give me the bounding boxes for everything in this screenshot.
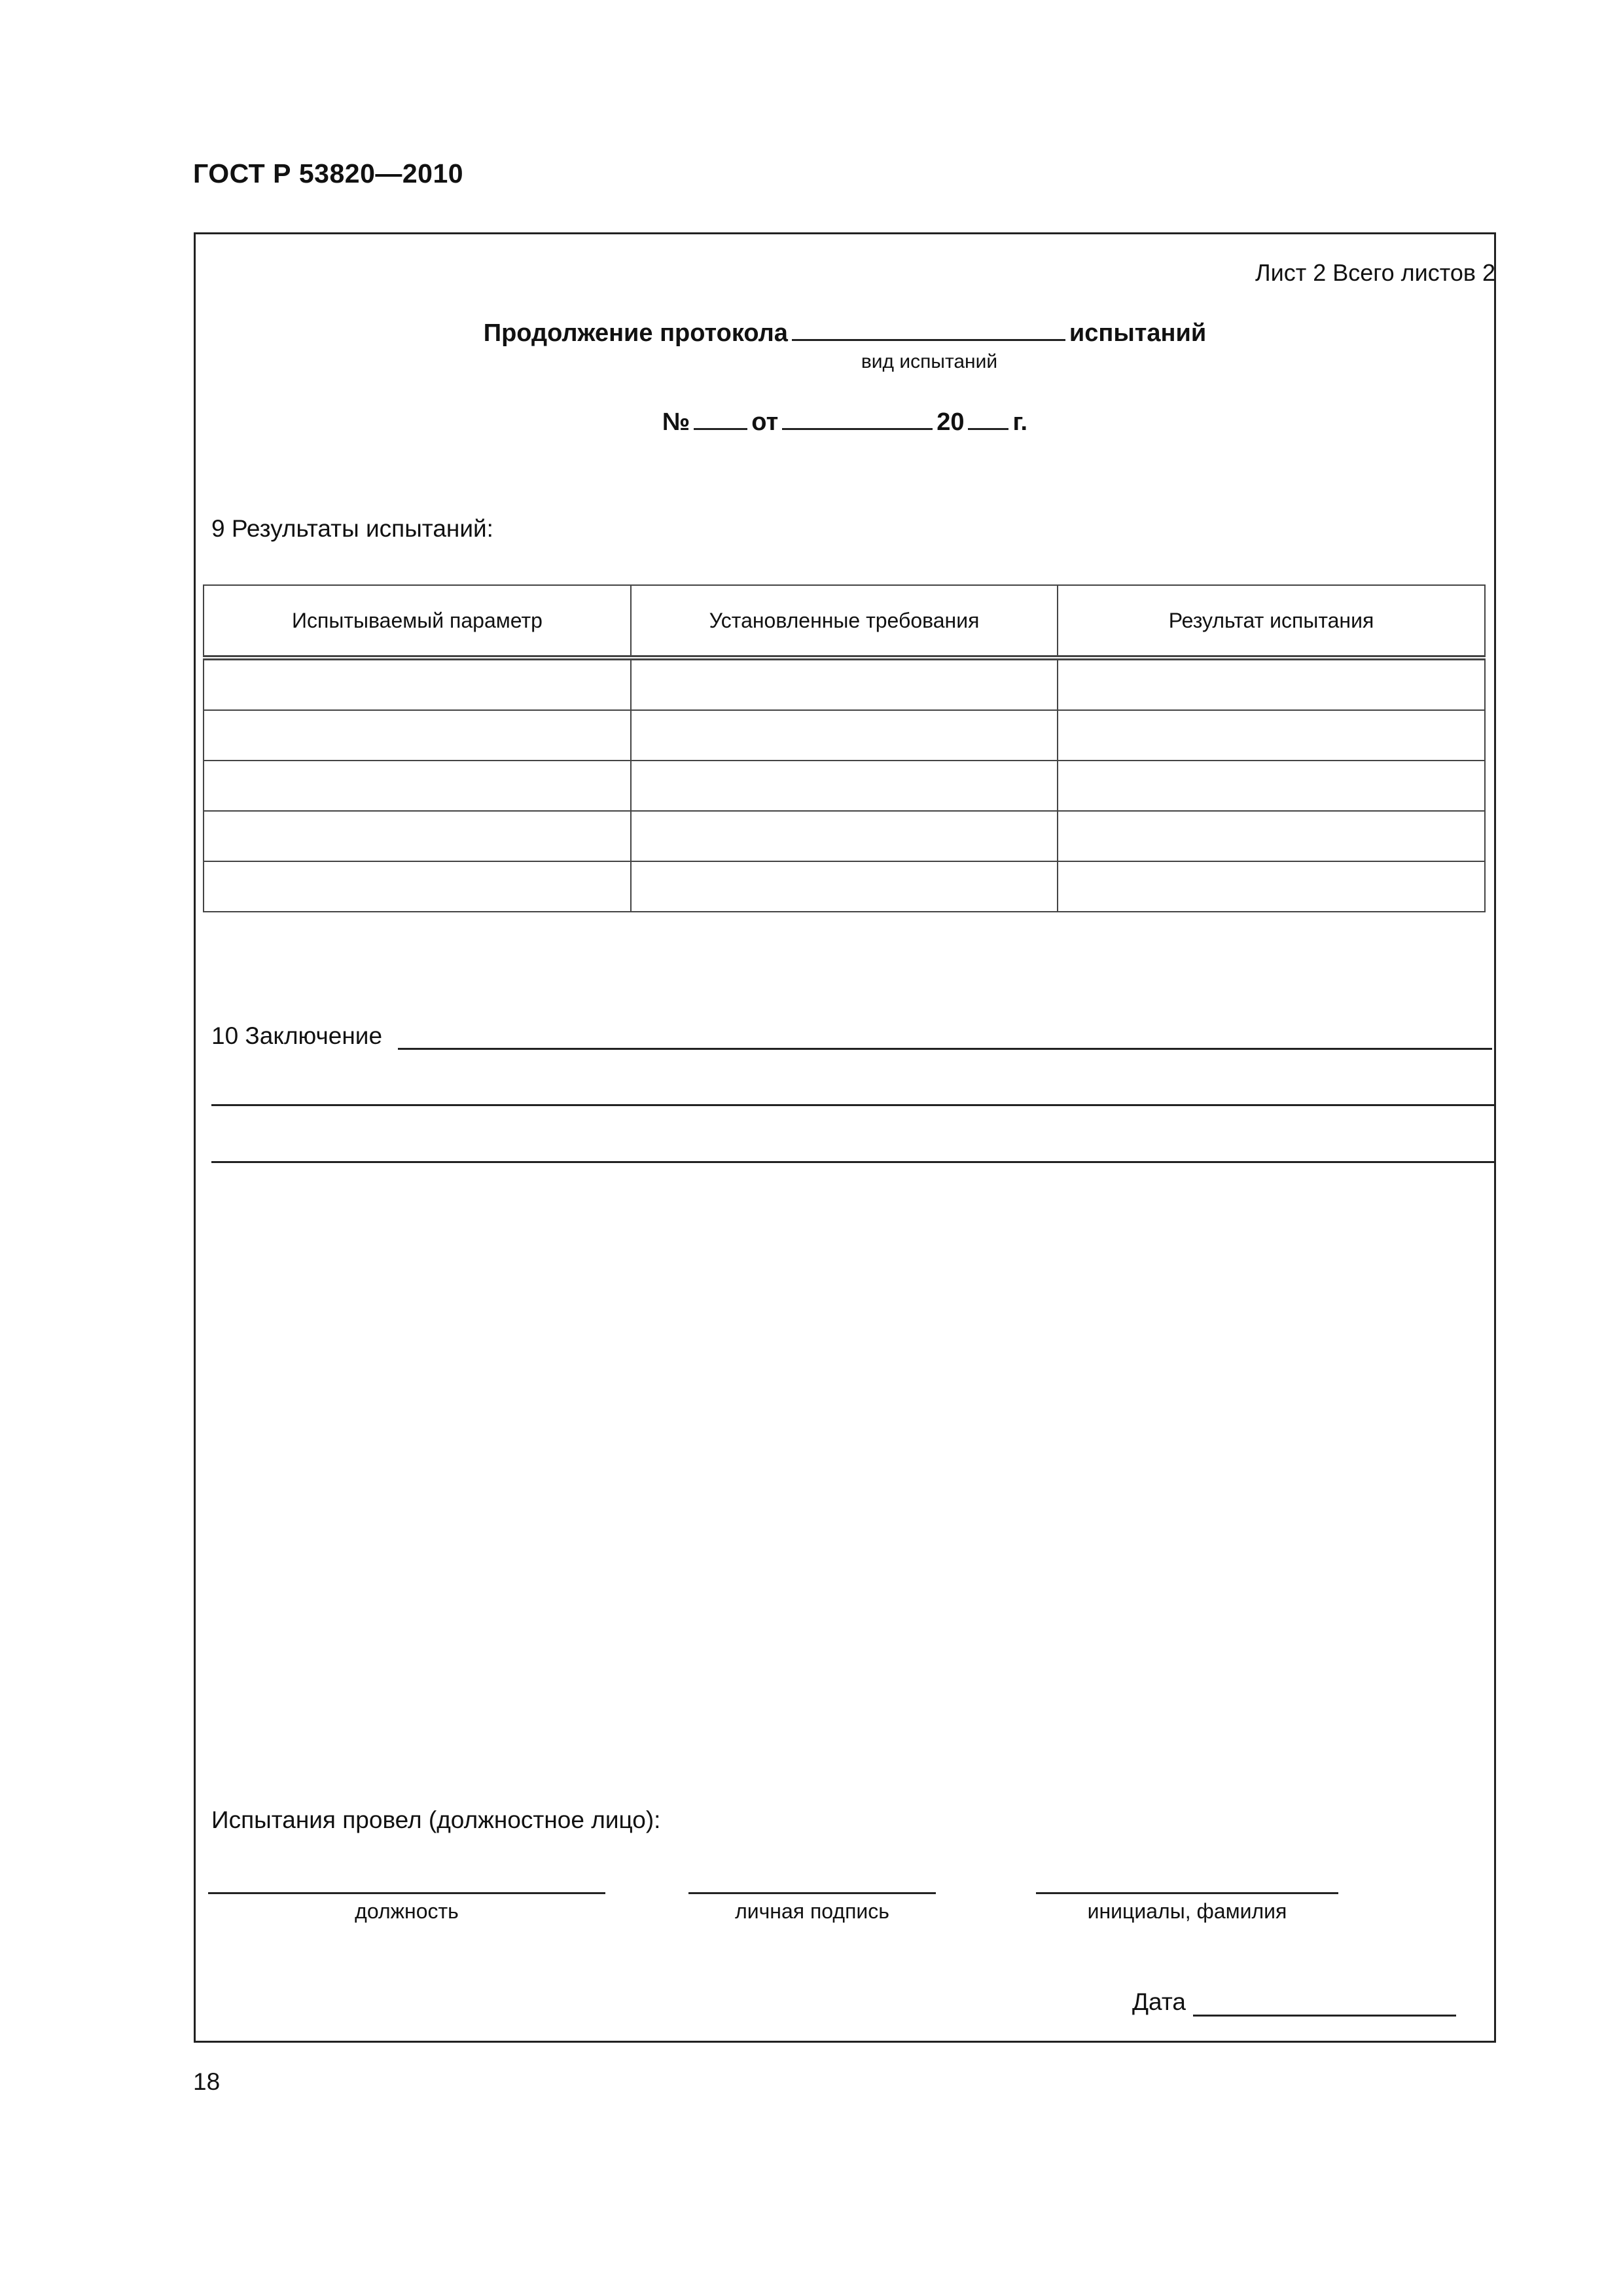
- column-header-result: Результат испытания: [1058, 585, 1485, 658]
- results-table: [203, 584, 1486, 912]
- position-caption: должность: [355, 1899, 459, 1923]
- table-cell[interactable]: [1058, 710, 1485, 761]
- conclusion-line-2[interactable]: [211, 1104, 1495, 1106]
- title-prefix: Продолжение протокола: [483, 319, 788, 347]
- conclusion-line-3[interactable]: [211, 1161, 1495, 1163]
- table-cell[interactable]: [204, 710, 631, 761]
- table-cell[interactable]: [1058, 861, 1485, 912]
- column-header-parameter: Испытываемый параметр: [204, 585, 631, 658]
- table-cell[interactable]: [204, 861, 631, 912]
- date-label: Дата: [1132, 1988, 1186, 2015]
- table-row: [204, 861, 1485, 912]
- results-heading: 9 Результаты испытаний:: [211, 515, 493, 542]
- table-cell[interactable]: [631, 658, 1058, 710]
- name-line[interactable]: [1036, 1892, 1338, 1894]
- year-prefix: 20: [936, 408, 965, 436]
- standard-header: ГОСТ Р 53820—2010: [193, 158, 464, 188]
- position-line[interactable]: [208, 1892, 605, 1894]
- signature-line[interactable]: [688, 1892, 936, 1894]
- table-cell[interactable]: [204, 761, 631, 811]
- table-cell[interactable]: [1058, 658, 1485, 710]
- from-label: от: [751, 408, 779, 436]
- signature-caption: личная подпись: [735, 1899, 889, 1923]
- protocol-frame: [194, 232, 1496, 2043]
- number-blank[interactable]: [694, 403, 747, 430]
- table-cell[interactable]: [631, 861, 1058, 912]
- year-blank[interactable]: [968, 403, 1008, 430]
- test-type-caption: вид испытаний: [861, 351, 998, 372]
- table-cell[interactable]: [1058, 811, 1485, 861]
- table-cell[interactable]: [631, 811, 1058, 861]
- protocol-title: [194, 314, 1496, 348]
- conclusion-heading: 10 Заключение: [211, 1022, 383, 1049]
- table-header-row: [204, 585, 1485, 658]
- table-cell[interactable]: [204, 658, 631, 710]
- date-line[interactable]: [1193, 2015, 1456, 2017]
- table-cell[interactable]: [204, 811, 631, 861]
- conclusion-line-1[interactable]: [398, 1048, 1492, 1050]
- protocol-number-line: [194, 403, 1496, 437]
- table-row: [204, 658, 1485, 710]
- table-cell[interactable]: [631, 710, 1058, 761]
- table-row: [204, 710, 1485, 761]
- column-header-requirements: Установленные требования: [631, 585, 1058, 658]
- year-suffix: г.: [1012, 408, 1028, 436]
- table-row: [204, 761, 1485, 811]
- test-type-blank[interactable]: [792, 314, 1065, 341]
- table-cell[interactable]: [1058, 761, 1485, 811]
- table-row: [204, 811, 1485, 861]
- title-suffix: испытаний: [1069, 319, 1207, 347]
- page-number: 18: [193, 2068, 221, 2095]
- signatures-heading: Испытания провел (должностное лицо):: [211, 1806, 661, 1833]
- name-caption: инициалы, фамилия: [1087, 1899, 1287, 1923]
- date-blank[interactable]: [782, 403, 933, 430]
- sheet-info: Лист 2 Всего листов 2: [1255, 259, 1495, 286]
- table-cell[interactable]: [631, 761, 1058, 811]
- number-sign: №: [662, 408, 690, 436]
